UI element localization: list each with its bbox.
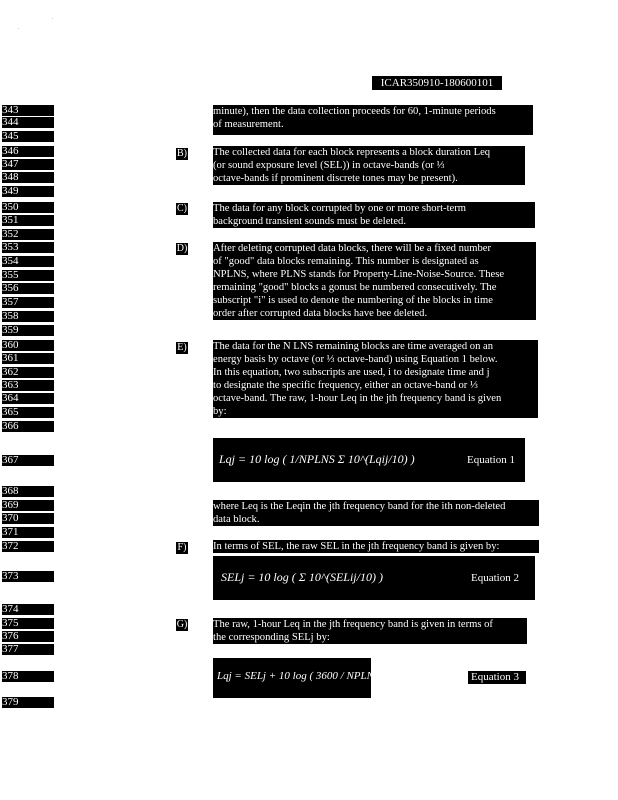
line-number: 351 [2, 215, 54, 226]
line-number: 345 [2, 131, 54, 142]
line-number: 349 [2, 186, 54, 197]
line-number: 372 [2, 541, 54, 552]
text-line: The raw, 1-hour Leq in the jth frequency band is given in terms of [213, 619, 493, 630]
line-number: 378 [2, 671, 54, 682]
paragraph-b [213, 146, 525, 185]
equation-1-label: Equation 1 [467, 454, 515, 466]
line-number: 343 [2, 105, 54, 116]
line-number: 373 [2, 571, 54, 582]
text-line: by: [213, 406, 227, 417]
line-number: 363 [2, 380, 54, 391]
scan-speck [52, 18, 53, 19]
equation-3-label-box [468, 671, 526, 684]
paragraph-d [213, 242, 536, 320]
line-number: 364 [2, 393, 54, 404]
text-line: The collected data for each block represents a block duration Leq [213, 147, 491, 158]
text-line: NPLNS, where PLNS stands for Property-Line-Noise-Source. These [213, 269, 505, 280]
equation-2-label: Equation 2 [471, 572, 519, 584]
text-line: After deleting corrupted data blocks, there will be a fixed number [213, 243, 491, 254]
item-marker-f: F) [177, 542, 187, 553]
equation-3-formula: Lqj = SELj + 10 log ( 3600 / NPLNS ΔT ) [217, 670, 401, 682]
equation-2 [213, 556, 535, 600]
line-number: 377 [2, 644, 54, 655]
line-number: 346 [2, 146, 54, 157]
item-marker-d: D) [176, 243, 188, 254]
paragraph-g [213, 618, 527, 644]
line-number: 379 [2, 697, 54, 708]
text-line: of measurement. [213, 119, 284, 130]
text-line: where Leq is the Leqin the jth frequency band for the ith non-deleted [213, 501, 506, 512]
line-number: 356 [2, 283, 54, 294]
item-marker-g: G) [176, 619, 188, 630]
text-line: octave-bands if prominent discrete tones may be present). [213, 173, 458, 184]
text-line: The data for any block corrupted by one or more short-term [213, 203, 466, 214]
line-number: 376 [2, 631, 54, 642]
text-line: data block. [213, 514, 260, 525]
paragraph-where [213, 500, 539, 526]
line-number: 361 [2, 353, 54, 364]
line-number: 366 [2, 421, 54, 432]
line-number: 344 [2, 117, 54, 128]
text-line: of "good" data blocks remaining. This number is designated as [213, 256, 479, 267]
line-number: 357 [2, 297, 54, 308]
equation-2-formula: SELj = 10 log ( Σ 10^(SELij/10) ) [221, 570, 383, 584]
line-number: 362 [2, 367, 54, 378]
line-number: 369 [2, 500, 54, 511]
text-line: background transient sounds must be deleted. [213, 216, 406, 227]
text-line: In this equation, two subscripts are used, i to designate time and j [213, 367, 490, 378]
text-line: minute), then the data collection proceeds for 60, 1-minute periods [213, 106, 496, 117]
line-number: 347 [2, 159, 54, 170]
paragraph-f [213, 540, 539, 553]
line-number: 368 [2, 486, 54, 497]
line-number: 371 [2, 527, 54, 538]
text-line: octave-band. The raw, 1-hour Leq in the jth frequency band is given [213, 393, 502, 404]
text-line: In terms of SEL, the raw SEL in the jth frequency band is given by: [213, 541, 500, 552]
line-number: 353 [2, 242, 54, 253]
equation-1-formula: Lqj = 10 log ( 1/NPLNS Σ 10^(Lqij/10) ) [219, 452, 415, 466]
text-line: order after corrupted data blocks have bee deleted. [213, 308, 428, 319]
paragraph-c [213, 202, 535, 228]
line-number: 355 [2, 270, 54, 281]
paragraph-e [213, 340, 538, 418]
text-line: the corresponding SELj by: [213, 632, 330, 643]
text-line: The data for the N LNS remaining blocks are time averaged on an [213, 341, 494, 352]
scan-speck [18, 28, 19, 29]
paragraph-intro [213, 105, 533, 135]
equation-1 [213, 438, 525, 482]
item-marker-b: B) [177, 148, 187, 159]
equation-3-label: Equation 3 [471, 671, 519, 683]
line-number: 365 [2, 407, 54, 418]
text-line: energy basis by octave (or ⅓ octave-band) using Equation 1 below. [213, 354, 498, 365]
text-line: (or sound exposure level (SEL)) in octave-bands (or ⅓ [213, 160, 445, 171]
line-number: 352 [2, 229, 54, 240]
line-number: 367 [2, 455, 54, 466]
item-marker-e: E) [177, 342, 187, 353]
line-number: 358 [2, 311, 54, 322]
text-line: to designate the specific frequency, either an octave-band or ⅓ [213, 380, 478, 391]
line-number: 348 [2, 172, 54, 183]
line-number: 360 [2, 340, 54, 351]
item-marker-c: C) [177, 203, 187, 214]
line-number: 359 [2, 325, 54, 336]
document-id-header: ICAR350910-180600101 [372, 76, 502, 90]
line-number: 350 [2, 202, 54, 213]
line-number: 370 [2, 513, 54, 524]
equation-3 [213, 658, 401, 698]
text-line: subscript "i" is used to denote the numbering of the blocks in time [213, 295, 493, 306]
line-number: 354 [2, 256, 54, 267]
line-number: 374 [2, 604, 54, 615]
line-number: 375 [2, 618, 54, 629]
text-line: remaining "good" blocks a gonust be numbered consecutively. The [213, 282, 497, 293]
